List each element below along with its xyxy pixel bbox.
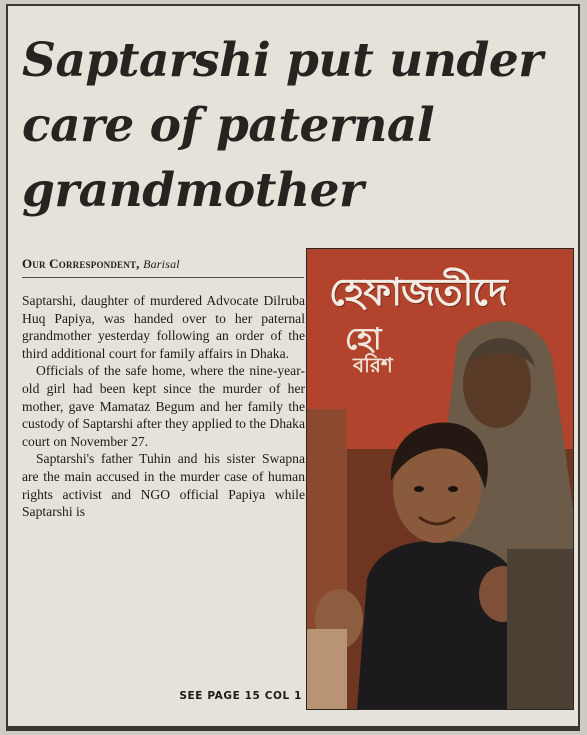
headline-line-1: Saptarshi put under: [22, 33, 543, 88]
continuation-note: SEE PAGE 15 COL 1: [179, 690, 302, 702]
article-body: [22, 292, 305, 521]
article-paragraph-2: Officials of the safe home, where the nine-year-old girl had been kept since the murder of her mother, gave Mamataz Begum and her family the custody of Saptarshi after they applied to the Dhaka court on November 27.: [22, 363, 305, 449]
left-figure-clothing: [307, 629, 347, 709]
article-paragraph-1: Saptarshi, daughter of murdered Advocate Dilruba Huq Papiya, was handed over to her paternal grandmother yesterday following an order of the third additional court for family affairs in Dhaka.: [22, 293, 305, 361]
byline-location: Barisal: [143, 257, 180, 271]
newspaper-clipping: [6, 4, 580, 728]
article-paragraph-3: Saptarshi's father Tuhin and his sister Swapna are the main accused in the murder case of human rights activist and NGO official Papiya while Saptarshi is: [22, 451, 305, 520]
headline-line-2: care of paternal: [22, 98, 435, 153]
child-eye-right: [448, 486, 458, 492]
sign-text-line-2: হো: [345, 322, 382, 357]
child-eye-left: [414, 486, 424, 492]
headline-line-3: grandmother: [22, 163, 364, 218]
page-bottom-rule: [6, 727, 580, 731]
sign-text-line-1: হেফাজতীদে: [329, 270, 507, 314]
sign-text-line-3: বরিশ: [353, 353, 393, 377]
byline: [22, 256, 304, 278]
byline-separator: ,: [136, 256, 140, 271]
byline-author: Our Correspondent: [22, 256, 137, 271]
news-photo: [306, 248, 574, 710]
child-dress: [357, 541, 532, 709]
grandmother-arm: [507, 549, 573, 709]
headline: [22, 28, 574, 223]
